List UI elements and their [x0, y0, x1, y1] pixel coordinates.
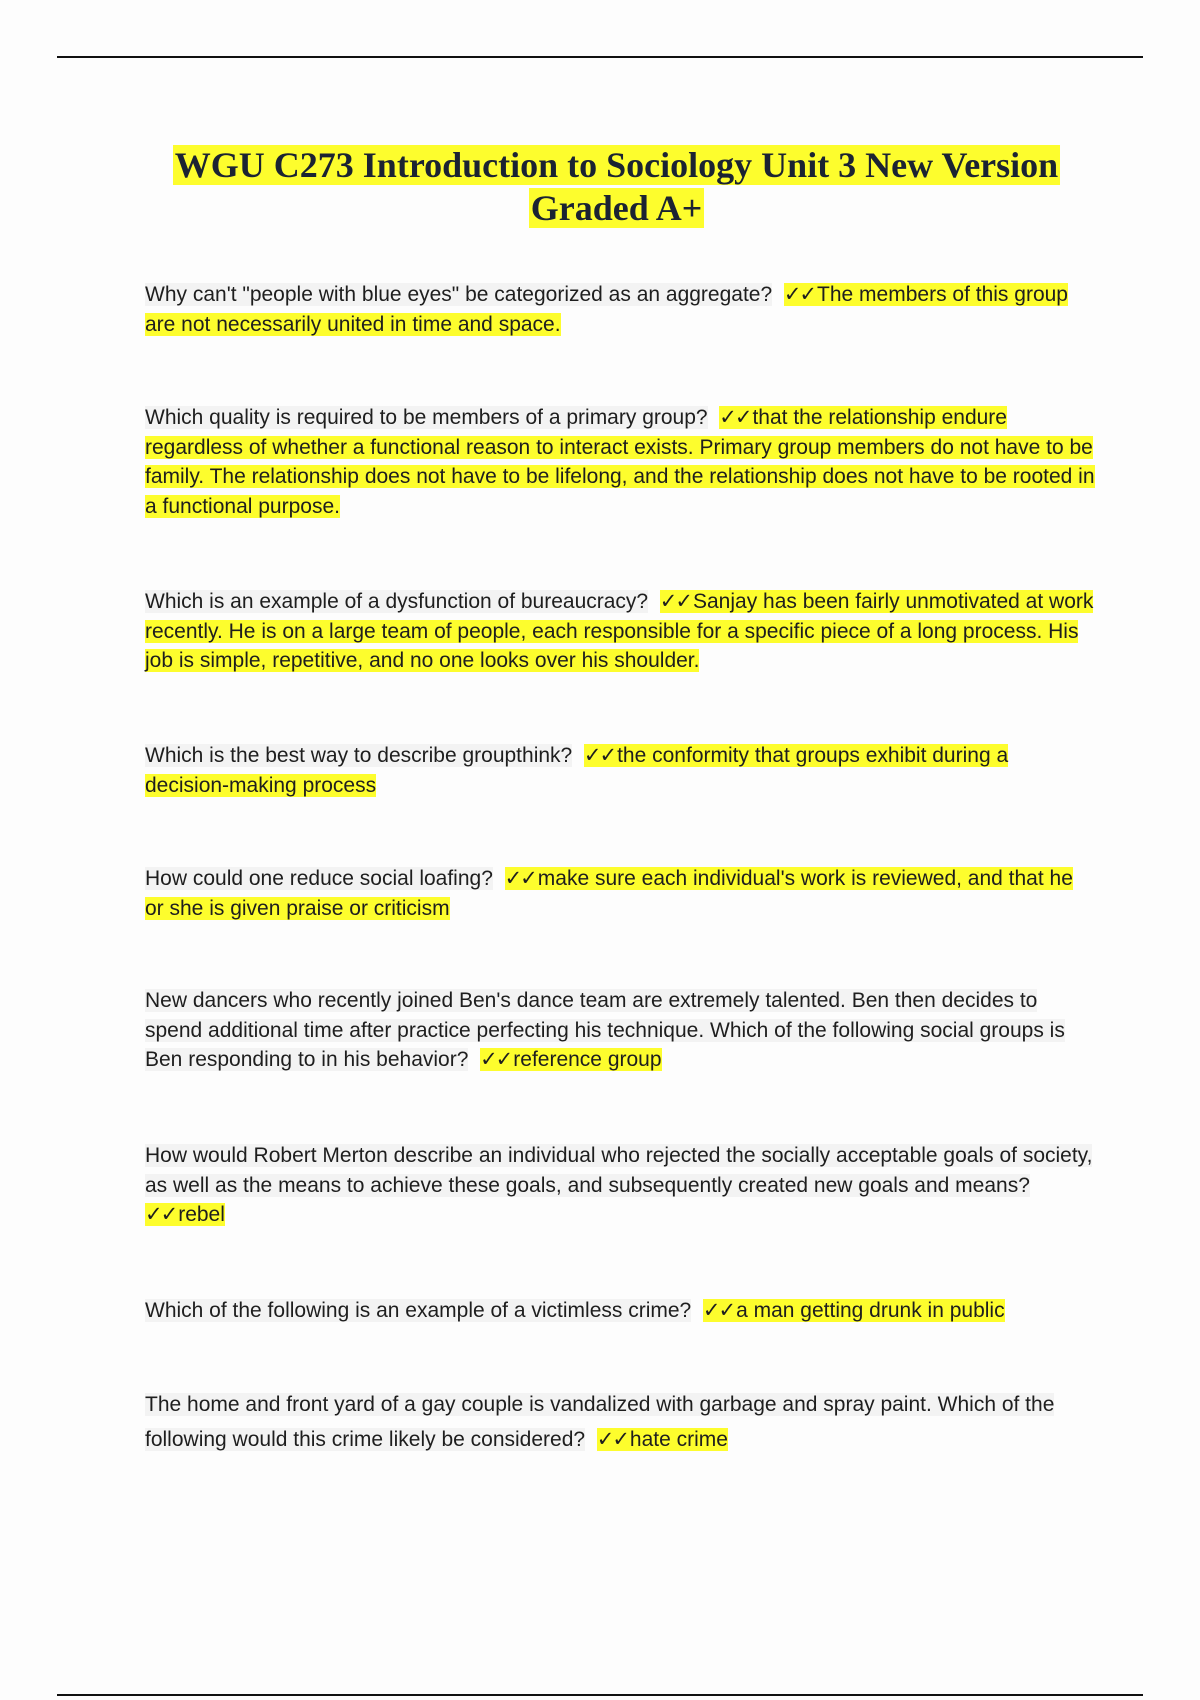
qa-item-9	[145, 1388, 1095, 1457]
answer-9	[597, 1428, 728, 1451]
answer-1-text: The members of this group are not necessarily united in time and space.	[145, 283, 1068, 336]
answer-3-text: Sanjay has been fairly unmotivated at work recently. He is on a large team of people, each responsible for a specific piece of a long process. His job is simple, repetitive, and no one looks over his shoulder.	[145, 590, 1094, 672]
answer-9-text: hate crime	[629, 1428, 728, 1451]
double-check-icon: ✓✓	[480, 1047, 512, 1071]
qa-item-7	[145, 1141, 1095, 1230]
answer-8-text: a man getting drunk in public	[736, 1299, 1005, 1322]
document-title-text: WGU C273 Introduction to Sociology Unit 3 New Version Graded A+	[174, 145, 1059, 228]
double-check-icon: ✓✓	[145, 1202, 177, 1226]
double-check-icon: ✓✓	[719, 405, 751, 429]
question-6: New dancers who recently joined Ben's dance team are extremely talented. Ben then decides to spend additional time after practice perfecting his technique. Which of the following social groups is Ben responding to in his behavior?	[145, 989, 1065, 1071]
double-check-icon: ✓✓	[504, 866, 536, 890]
double-check-icon: ✓✓	[596, 1427, 628, 1451]
double-check-icon: ✓✓	[783, 282, 816, 306]
answer-7	[145, 1203, 225, 1226]
answer-6-text: reference group	[513, 1048, 662, 1071]
qa-item-2	[145, 403, 1095, 521]
answer-2-text: that the relationship endure regardless of whether a functional reason to interact exists. Primary group members do not have to be family. The relationship does not have to be lifelong, and the relationship does not have to be rooted in a functional purpose.	[145, 406, 1095, 518]
question-4: Which is the best way to describe groupthink?	[145, 744, 573, 767]
question-2: Which quality is required to be members of a primary group?	[145, 406, 708, 429]
question-7: How would Robert Merton describe an individual who rejected the socially acceptable goals of society, as well as the means to achieve these goals, and subsequently created new goals and means?	[145, 1144, 1093, 1197]
double-check-icon: ✓✓	[583, 743, 616, 767]
question-5: How could one reduce social loafing?	[145, 867, 493, 890]
answer-6	[480, 1048, 661, 1071]
qa-item-4	[145, 741, 1095, 800]
document-title	[120, 144, 1113, 230]
answer-7-text: rebel	[178, 1203, 225, 1226]
question-8: Which of the following is an example of a victimless crime?	[145, 1299, 692, 1322]
question-1: Why can't "people with blue eyes" be categorized as an aggregate?	[145, 283, 773, 306]
answer-4-text: the conformity that groups exhibit during a decision-making process	[145, 744, 1009, 797]
answer-8	[703, 1299, 1005, 1322]
question-3: Which is an example of a dysfunction of bureaucracy?	[145, 590, 649, 613]
answer-5-text: make sure each individual's work is reviewed, and that he or she is given praise or criticism	[145, 867, 1073, 920]
question-9: The home and front yard of a gay couple is vandalized with garbage and spray paint. Which of the following would this crime likely be considered?	[145, 1393, 1055, 1451]
top-rule	[57, 56, 1143, 58]
qa-item-6	[145, 986, 1095, 1075]
qa-item-5	[145, 864, 1095, 923]
qa-item-3	[145, 587, 1095, 676]
double-check-icon: ✓✓	[659, 589, 691, 613]
qa-item-8	[145, 1296, 1095, 1326]
double-check-icon: ✓✓	[702, 1298, 735, 1322]
qa-item-1	[145, 280, 1095, 339]
bottom-rule	[57, 1694, 1143, 1696]
